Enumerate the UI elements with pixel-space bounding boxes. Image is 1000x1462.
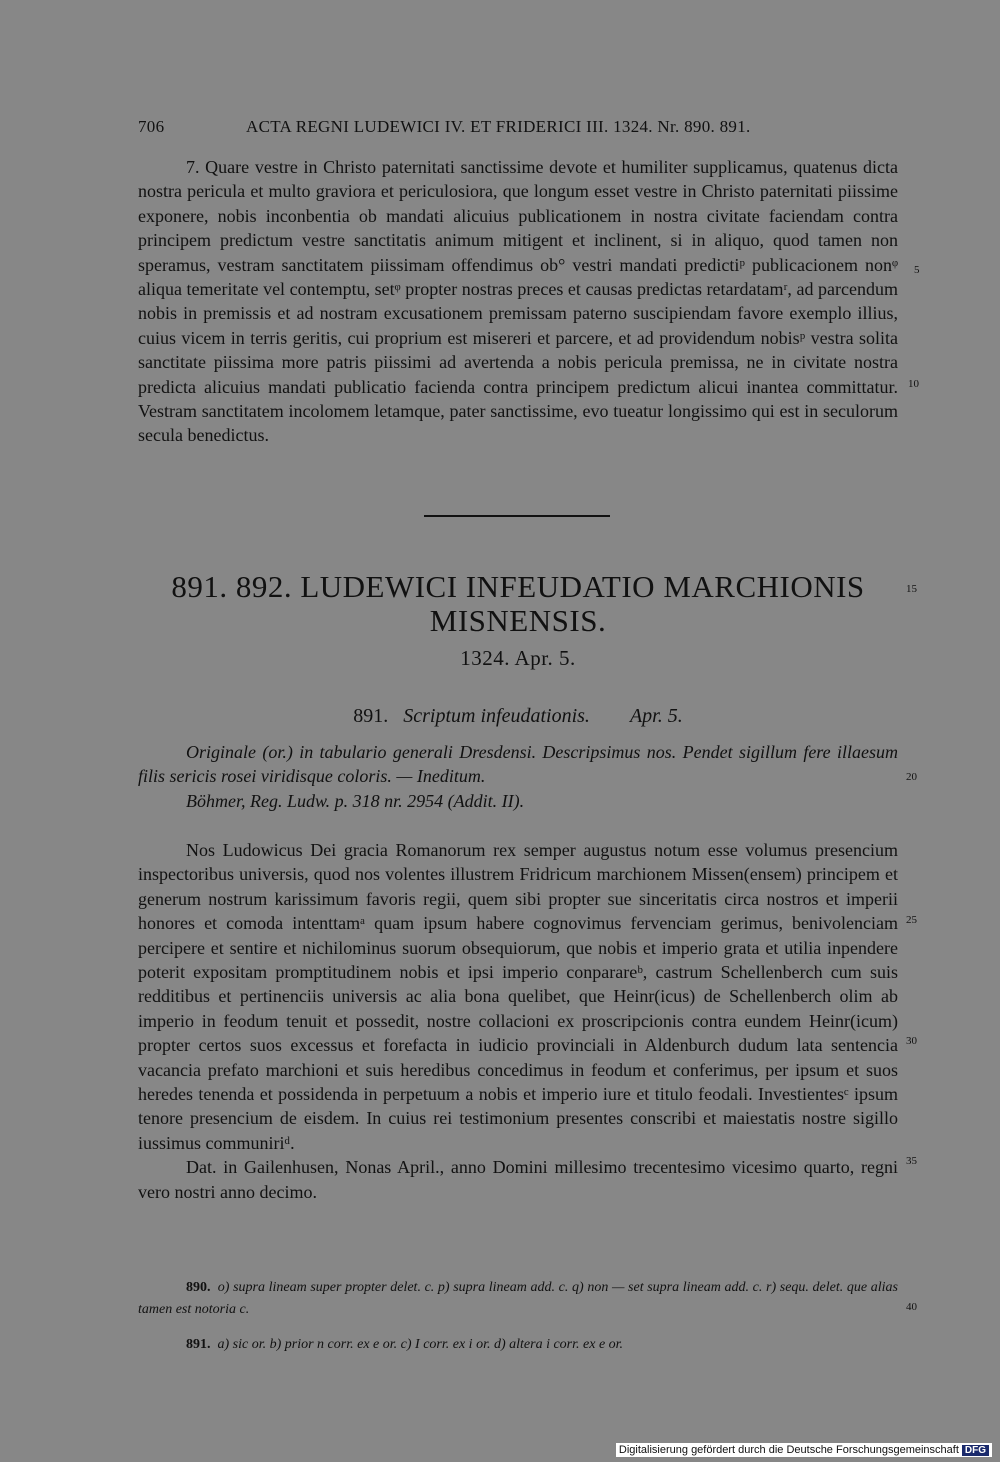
charter-text bbox=[138, 838, 898, 1204]
paragraph-7-text: 7. Quare vestre in Christo paternitati sanctissime devote et humiliter supplicamus, quatenus dicta nostra pericula et multo graviora et periculosiora, que longum esset vestre in Christo paternitati piissime exponere, nobis inconbentia ob mandati alicuius publicationem in nostra civitate faciendam contra principem predictum vestre sanctitatis animum mitigent et inclinent, si in aliquo, quod tamen non speramus, vestram sanctitatem piissimam offendimus ob° vestri mandati predictiᵖ publicacionem nonᵠ aliqua temeritate vel contemptu, setᵠ propter nostras preces et causas predictas retardatamʳ, ad parcendum nobis in premissis et ad nostram excusationem premissam paterno suscipiendam favore exemplo illius, cuius vicem in terris geritis, cui proprium est misereri et parcere, et ad providendum nobisᵖ vestra solita sanctitate piissima more patris piissimi ad avertenda a nobis pericula premissa, ne in civitate nostra predicta alicuius mandati publicatio facienda contra principem predictum alicui inantea committatur. Vestram sanctitatem incolomem letamque, pater sanctissime, evo tueatur longissimo qui est in seculorum secula benedictus. bbox=[138, 157, 898, 446]
footnote-891-label: 891. bbox=[186, 1337, 211, 1352]
footnote-890-text: o) supra lineam super propter delet. c. p) supra lineam add. c. q) non — set supra lineam add. c. r) sequ. delet. que alias tamen est notoria c. bbox=[138, 1280, 898, 1317]
charter-dat: Dat. in Gailenhusen, Nonas April., anno Domini millesimo trecentesimo vicesimo quarto, regni vero nostri anno decimo. bbox=[138, 1157, 898, 1202]
footnotes-891 bbox=[138, 1334, 898, 1356]
line-number-20: 20 bbox=[906, 771, 917, 783]
page-number: 706 bbox=[138, 117, 165, 136]
subheading bbox=[138, 705, 898, 728]
source-line-1: Originale (or.) in tabulario generali Dresdensi. Descripsimus nos. Pendet sigillum fere illaesum filis sericis rosei viridisque coloris. — Ineditum. bbox=[138, 742, 898, 787]
footnotes-890 bbox=[138, 1277, 898, 1321]
source-note bbox=[138, 740, 898, 813]
document-title-line2: MISNENSIS. bbox=[429, 603, 607, 638]
footnote-891-text: a) sic or. b) prior n corr. ex e or. c) I corr. ex i or. d) altera i corr. ex e or. bbox=[217, 1337, 624, 1352]
line-number-10: 10 bbox=[908, 378, 919, 390]
line-number-25: 25 bbox=[906, 914, 917, 926]
footer-credit[interactable] bbox=[616, 1443, 992, 1457]
subheading-text: Scriptum infeudationis. bbox=[403, 705, 590, 727]
line-number-15: 15 bbox=[906, 583, 917, 595]
paragraph-7 bbox=[138, 155, 898, 448]
line-number-30: 30 bbox=[906, 1035, 917, 1047]
footer-credit-text: Digitalisierung gefördert durch die Deutsche Forschungsgemeinschaft bbox=[618, 1444, 959, 1456]
line-number-40: 40 bbox=[906, 1301, 917, 1313]
subheading-date: Apr. 5. bbox=[629, 705, 683, 727]
document-date: 1324. Apr. 5. bbox=[460, 646, 576, 670]
line-number-35: 35 bbox=[906, 1155, 917, 1167]
section-divider bbox=[424, 515, 610, 517]
running-header bbox=[138, 117, 898, 141]
line-number-5: 5 bbox=[914, 264, 920, 276]
source-line-2: Böhmer, Reg. Ludw. p. 318 nr. 2954 (Addit. II). bbox=[186, 790, 525, 811]
dfg-logo-icon: DFG bbox=[962, 1445, 989, 1456]
document-title-line1: 891. 892. LUDEWICI INFEUDATIO MARCHIONIS bbox=[171, 569, 865, 604]
running-title: ACTA REGNI LUDEWICI IV. ET FRIDERICI III. 1324. Nr. 890. 891. bbox=[246, 117, 751, 136]
subheading-number: 891. bbox=[353, 705, 389, 727]
charter-body: Nos Ludowicus Dei gracia Romanorum rex semper augustus notum esse volumus presencium inspectoribus universis, quod nos volentes illustrem Fridricum marchionem Missen(ensem) principem et generum nostrum karissimum favoris regii, quem sibi propter sue sinceritatis circa nostros et imperii honores et comoda intenttamᵃ quam ipsum habere cognovimus fervenciam gerimus, benivolenciam percipere et sentire et nichilominus suorum obsequiorum, que nobis et imperio grata et utilia inpendere poterit expositam promptitudinem nobis et ipsi imperio conparareᵇ, castrum Schellenberch cum suis redditibus et pertinenciis universis ac alia bona quelibet, que Heinr(icus) de Schellenberch olim ab imperio in feodum tenuit et possedit, nostre collacioni ex proscripcionis contra eundem Heinr(icum) propter certos suos excessus et forefacta in iudicio provinciali in Aldenburch dudum lata sentencia vacancia prefato marchioni et suis heredibus concedimus in feodum et conferimus, per ipsum et suos heredes tenenda et possidenda in perpetuum a nobis et imperio iure et titulo feodali. Investientesᶜ ipsum tenore presencium de eisdem. In cuius rei testimonium presentes conscribi et maiestatis nostre sigillo iussimus communiriᵈ. bbox=[138, 840, 898, 1153]
footnote-890-label: 890. bbox=[186, 1280, 211, 1295]
